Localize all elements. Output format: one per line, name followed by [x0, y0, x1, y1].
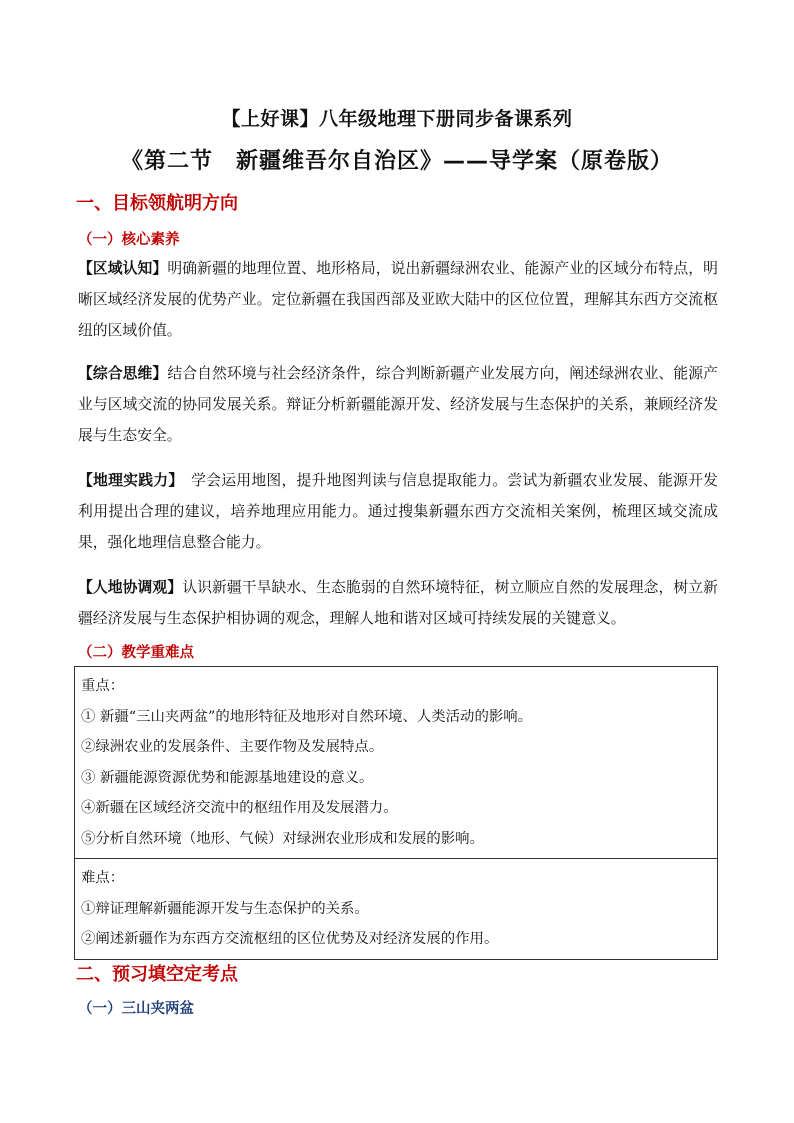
key-point-item: ②绿洲农业的发展条件、主要作物及发展特点。: [81, 739, 384, 755]
key-point-item: ⑤分析自然环境（地形、气候）对绿洲农业形成和发展的影响。: [81, 830, 484, 847]
document-series-title: 【上好课】八年级地理下册同步备课系列: [221, 108, 573, 130]
document-main-title: 《第二节 新疆维吾尔自治区》——导学案（原卷版）: [120, 149, 673, 174]
paragraph-label: 【区域认知】: [78, 260, 168, 277]
paragraph-label: 【综合思维】: [78, 365, 168, 382]
paragraph-label: 【人地协调观】: [78, 579, 183, 596]
key-difficult-points-table: [74, 666, 718, 960]
key-point-item: ① 新疆“三山夹两盆”的地形特征及地形对自然环境、人类活动的影响。: [81, 708, 533, 725]
key-point-item: ③ 新疆能源资源优势和能源基地建设的意义。: [81, 769, 374, 786]
difficult-point-item: ②阐述新疆作为东西方交流枢纽的区位优势及对经济发展的作用。: [81, 931, 499, 947]
key-points-label: 重点：: [81, 678, 125, 694]
paragraph-text: 明确新疆的地理位置、地形格局，说出新疆绿洲农业、能源产业的区域分布特点，明晰区域经济发展的优势产业。定位新疆在我国西部及亚欧大陆中的区位位置，理解其东西方交流枢纽的区域价值。: [78, 260, 718, 339]
paragraph-human-land-coordination: [78, 572, 718, 634]
paragraph-label: 【地理实践力】: [78, 472, 177, 489]
key-point-item: ④新疆在区域经济交流中的枢纽作用及发展潜力。: [81, 800, 398, 816]
paragraph-text: 认识新疆干旱缺水、生态脆弱的自然环境特征，树立顺应自然的发展理念，树立新疆经济发展与生态保护相协调的观念，理解人地和谐对区域可持续发展的关键意义。: [78, 579, 718, 627]
paragraph-geographic-practice: [78, 465, 718, 558]
difficult-point-item: ①辩证理解新疆能源开发与生态保护的关系。: [81, 900, 369, 917]
key-points-cell: [75, 667, 717, 859]
subheading-core-literacy: （一）核心素养: [78, 232, 180, 248]
section-heading-preview: 二、预习填空定考点: [76, 964, 238, 985]
paragraph-text: 学会运用地图，提升地图判读与信息提取能力。尝试为新疆农业发展、能源开发利用提出合理的建议，培养地理应用能力。通过搜集新疆东西方交流相关案例，梳理区域交流成果，强化地理信息整合能力。: [78, 472, 718, 551]
paragraph-regional-cognition: [78, 253, 718, 346]
difficult-points-label: 难点：: [81, 870, 125, 886]
paragraph-text: 结合自然环境与社会经济条件，综合判断新疆产业发展方向，阐述绿洲农业、能源产业与区域交流的协同发展关系。辩证分析新疆能源开发、经济发展与生态保护的关系，兼顾经济发展与生态安全。: [78, 365, 718, 444]
subheading-three-mountains-two-basins: （一）三山夹两盆: [78, 1001, 194, 1017]
section-heading-goals: 一、目标领航明方向: [76, 193, 238, 214]
paragraph-integrated-thinking: [78, 358, 718, 451]
difficult-points-cell: [75, 859, 717, 959]
subheading-key-difficult-points: （二）教学重难点: [78, 645, 194, 661]
